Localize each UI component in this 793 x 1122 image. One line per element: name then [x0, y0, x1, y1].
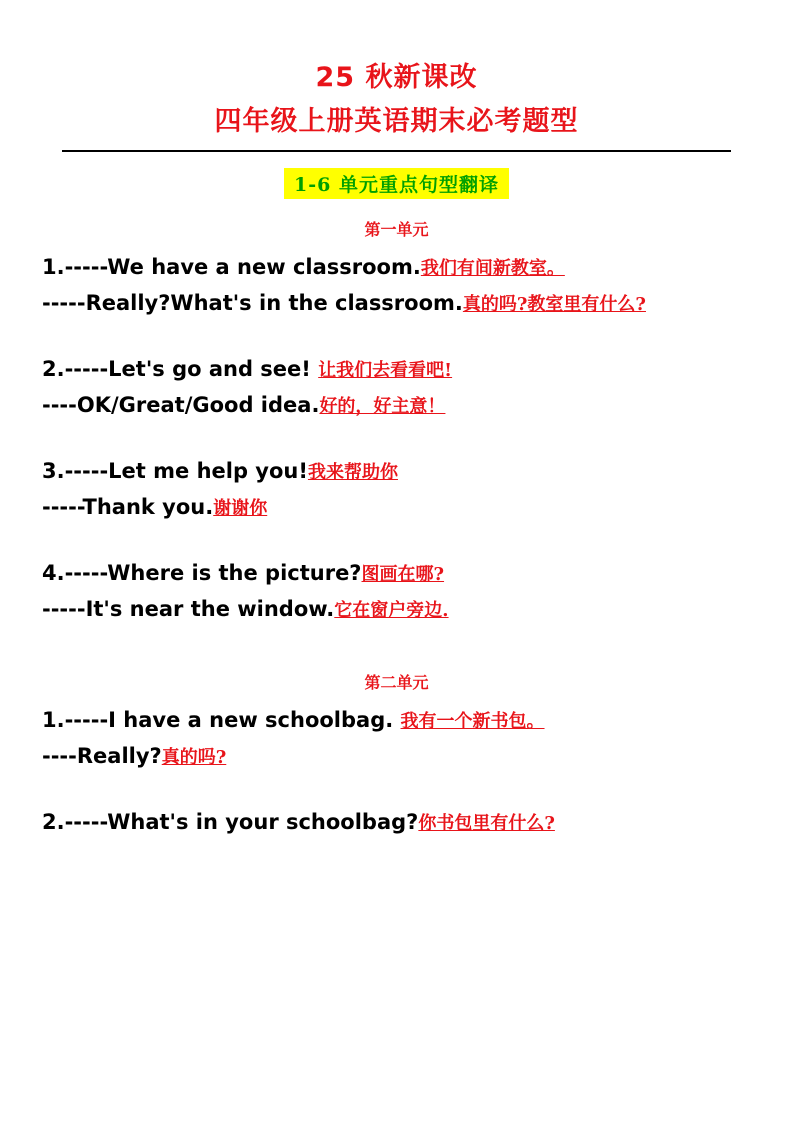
spacer	[42, 534, 751, 556]
qa-line	[42, 556, 751, 592]
chinese-translation: 谢谢你	[213, 498, 268, 519]
title-divider	[62, 150, 731, 152]
qa-item	[42, 703, 751, 775]
qa-line	[42, 388, 751, 424]
qa-item	[42, 352, 751, 424]
qa-item	[42, 556, 751, 628]
title-block	[42, 0, 751, 144]
qa-line	[42, 286, 751, 322]
qa-item	[42, 454, 751, 526]
unit-heading-2: 第二单元	[364, 673, 429, 692]
qa-line	[42, 739, 751, 775]
qa-line	[42, 352, 751, 388]
spacer	[42, 432, 751, 454]
unit-heading-1: 第一单元	[364, 220, 429, 239]
qa-line	[42, 454, 751, 490]
chinese-translation: 你书包里有什么?	[418, 813, 555, 834]
qa-line	[42, 592, 751, 628]
subtitle-highlight: 1-6 单元重点句型翻译	[284, 168, 509, 199]
subtitle-block	[42, 168, 751, 199]
english-text: -----Really?What's in the classroom.	[42, 291, 463, 315]
english-text: 3.-----Let me help you!	[42, 459, 308, 483]
english-text: 2.-----What's in your schoolbag?	[42, 810, 419, 834]
english-text: -----Thank you.	[42, 495, 214, 519]
chinese-translation: 我有一个新书包。	[400, 711, 545, 732]
english-text: 4.-----Where is the picture?	[42, 561, 362, 585]
chinese-translation: 图画在哪?	[361, 564, 445, 585]
page-title-line-2: 四年级上册英语期末必考题型	[214, 106, 579, 137]
qa-item	[42, 805, 751, 841]
qa-line	[42, 250, 751, 286]
chinese-translation: 我来帮助你	[307, 462, 398, 483]
chinese-translation: 真的吗?教室里有什么?	[462, 294, 646, 315]
spacer	[42, 330, 751, 352]
english-text: ----Really?	[42, 744, 162, 768]
qa-line	[42, 490, 751, 526]
chinese-translation: 我们有间新教室。	[420, 258, 565, 279]
english-text: 1.-----We have a new classroom.	[42, 255, 421, 279]
english-text: 1.-----I have a new schoolbag.	[42, 708, 401, 732]
chinese-translation: 它在窗户旁边.	[334, 600, 449, 621]
chinese-translation: 让我们去看看吧!	[318, 360, 453, 381]
page-title-line-1: 25 秋新课改	[315, 62, 478, 93]
qa-item	[42, 250, 751, 322]
english-text: 2.-----Let's go and see!	[42, 357, 319, 381]
chinese-translation: 好的，好主意！	[319, 396, 446, 417]
english-text: ----OK/Great/Good idea.	[42, 393, 320, 417]
chinese-translation: 真的吗?	[161, 747, 227, 768]
qa-line	[42, 703, 751, 739]
spacer	[42, 783, 751, 805]
qa-line	[42, 805, 751, 841]
english-text: -----It's near the window.	[42, 597, 335, 621]
